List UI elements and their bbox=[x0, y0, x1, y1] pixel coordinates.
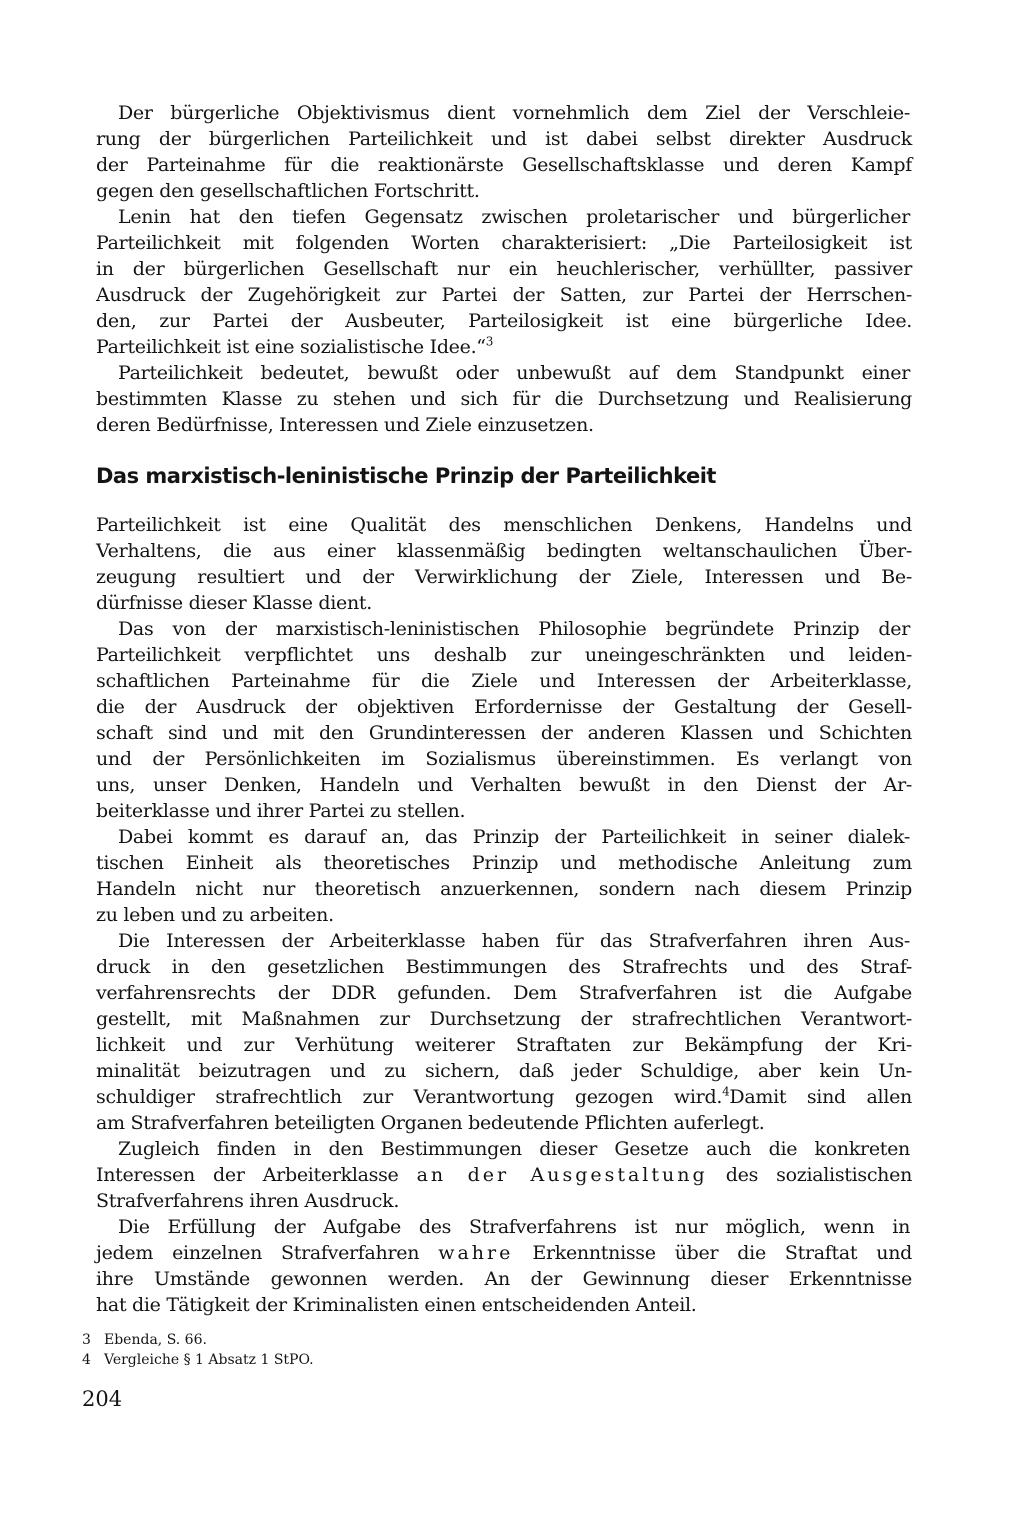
text-line bbox=[96, 1240, 912, 1266]
text-line: gegen den gesellschaftlichen Fortschritt. bbox=[96, 180, 480, 202]
spaced-emphasis: wahre bbox=[438, 1242, 514, 1264]
text-line: Zugleich finden in den Bestimmungen dieser Gesetze auch die konkreten bbox=[118, 1138, 910, 1160]
text-line: am Strafverfahren beteiligten Organen bedeutende Pflichten auferlegt. bbox=[96, 1112, 765, 1134]
footnote-3 bbox=[82, 1330, 207, 1350]
text-line: tischen Einheit als theoretisches Prinzip und methodische Anleitung zum bbox=[96, 852, 912, 874]
text-line: schaftlichen Parteinahme für die Ziele und Interessen der Arbeiterklasse, bbox=[96, 670, 912, 692]
text-line bbox=[96, 334, 493, 360]
text-line: lichkeit und zur Verhütung weiterer Straftaten zur Bekämpfung der Kri- bbox=[96, 1034, 912, 1056]
text-line: die der Ausdruck der objektiven Erfordernisse der Gestaltung der Gesell- bbox=[96, 696, 912, 718]
text-line: Lenin hat den tiefen Gegensatz zwischen proletarischer und bürgerlicher bbox=[118, 206, 910, 228]
text-line: schaft sind und mit den Grundinteressen der anderen Klassen und Schichten bbox=[96, 722, 912, 744]
text-line: Parteilichkeit bedeutet, bewußt oder unbewußt auf dem Standpunkt einer bbox=[118, 362, 910, 384]
footnote-ref-3: 3 bbox=[485, 334, 494, 349]
text-line: Dabei kommt es darauf an, das Prinzip der Parteilichkeit in seiner dialek- bbox=[118, 826, 910, 848]
text-line: gestellt, mit Maßnahmen zur Durchsetzung der strafrechtlichen Verantwort- bbox=[96, 1008, 912, 1030]
text-line: uns, unser Denken, Handeln und Verhalten bewußt in den Dienst der Ar- bbox=[96, 774, 912, 796]
section-heading: Das marxistisch-leninistische Prinzip der Parteilichkeit bbox=[96, 464, 716, 488]
text-line: Das von der marxistisch-leninistischen Philosophie begründete Prinzip der bbox=[118, 618, 910, 640]
text-line: Die Erfüllung der Aufgabe des Strafverfahrens ist nur möglich, wenn in bbox=[118, 1216, 910, 1238]
text-line-content: Parteilichkeit ist eine sozialistische Idee.“ bbox=[96, 336, 486, 358]
text-line-tail: Erkenntnisse über die Straftat und bbox=[532, 1242, 912, 1264]
footnote-number: 3 bbox=[82, 1332, 91, 1348]
text-line: Der bürgerliche Objektivismus dient vornehmlich dem Ziel der Verschleie- bbox=[118, 102, 910, 124]
text-line-content: schuldiger strafrechtlich zur Verantwortung gezogen wird. bbox=[96, 1086, 723, 1108]
footnote-text: Vergleiche § 1 Absatz 1 StPO. bbox=[104, 1352, 314, 1368]
text-line: deren Bedürfnisse, Interessen und Ziele einzusetzen. bbox=[96, 414, 594, 436]
text-line: druck in den gesetzlichen Bestimmungen des Strafrechts und des Straf- bbox=[96, 956, 912, 978]
text-line: rung der bürgerlichen Parteilichkeit und ist dabei selbst direkter Ausdruck bbox=[96, 128, 912, 150]
text-line-content: jedem einzelnen Strafverfahren bbox=[96, 1242, 420, 1264]
text-line: minalität beizutragen und zu sichern, daß jeder Schuldige, aber kein Un- bbox=[96, 1060, 912, 1082]
text-line: dürfnisse dieser Klasse dient. bbox=[96, 592, 372, 614]
text-line: Parteilichkeit mit folgenden Worten charakterisiert: „Die Parteilosigkeit ist bbox=[96, 232, 912, 254]
text-line: Verhaltens, die aus einer klassenmäßig bedingten weltanschaulichen Über- bbox=[96, 540, 912, 562]
text-line: bestimmten Klasse zu stehen und sich für die Durchsetzung und Realisierung bbox=[96, 388, 912, 410]
text-line: Parteilichkeit verpflichtet uns deshalb zur uneingeschränkten und leiden- bbox=[96, 644, 912, 666]
text-line: den, zur Partei der Ausbeuter, Parteilosigkeit ist eine bürgerliche Idee. bbox=[96, 310, 912, 332]
text-line-tail: des sozialistischen bbox=[725, 1164, 913, 1186]
footnote-4 bbox=[82, 1350, 314, 1370]
text-line: Die Interessen der Arbeiterklasse haben für das Strafverfahren ihren Aus- bbox=[118, 930, 910, 952]
text-line bbox=[96, 1162, 912, 1188]
text-line: Strafverfahrens ihren Ausdruck. bbox=[96, 1190, 400, 1212]
spaced-emphasis: an der Ausgestaltung bbox=[416, 1164, 708, 1186]
text-line: und der Persönlichkeiten im Sozialismus übereinstimmen. Es verlangt von bbox=[96, 748, 912, 770]
text-line: Handeln nicht nur theoretisch anzuerkennen, sondern nach diesem Prinzip bbox=[96, 878, 912, 900]
footnote-ref-4: 4 bbox=[722, 1084, 730, 1099]
text-line: ihre Umstände gewonnen werden. An der Gewinnung dieser Erkenntnisse bbox=[96, 1268, 912, 1290]
page-number: 204 bbox=[82, 1387, 123, 1411]
text-line: der Parteinahme für die reaktionärste Gesellschaftsklasse und deren Kampf bbox=[96, 154, 912, 176]
text-line: hat die Tätigkeit der Kriminalisten einen entscheidenden Anteil. bbox=[96, 1294, 697, 1316]
footnote-number: 4 bbox=[82, 1352, 91, 1368]
text-line: in der bürgerlichen Gesellschaft nur ein heuchlerischer, verhüllter, passiver bbox=[96, 258, 912, 280]
text-line: beiterklasse und ihrer Partei zu stellen. bbox=[96, 800, 466, 822]
text-line: zeugung resultiert und der Verwirklichung der Ziele, Interessen und Be- bbox=[96, 566, 912, 588]
text-line-content: Interessen der Arbeiterklasse bbox=[96, 1164, 399, 1186]
footnote-text: Ebenda, S. 66. bbox=[104, 1332, 207, 1348]
text-line: verfahrensrechts der DDR gefunden. Dem Strafverfahren ist die Aufgabe bbox=[96, 982, 912, 1004]
text-line: Parteilichkeit ist eine Qualität des menschlichen Denkens, Handelns und bbox=[96, 514, 912, 536]
text-line: zu leben und zu arbeiten. bbox=[96, 904, 334, 926]
text-line-tail: Damit sind allen bbox=[729, 1086, 912, 1108]
text-line: Ausdruck der Zugehörigkeit zur Partei der Satten, zur Partei der Herrschen- bbox=[96, 284, 912, 306]
text-line bbox=[96, 1084, 912, 1110]
